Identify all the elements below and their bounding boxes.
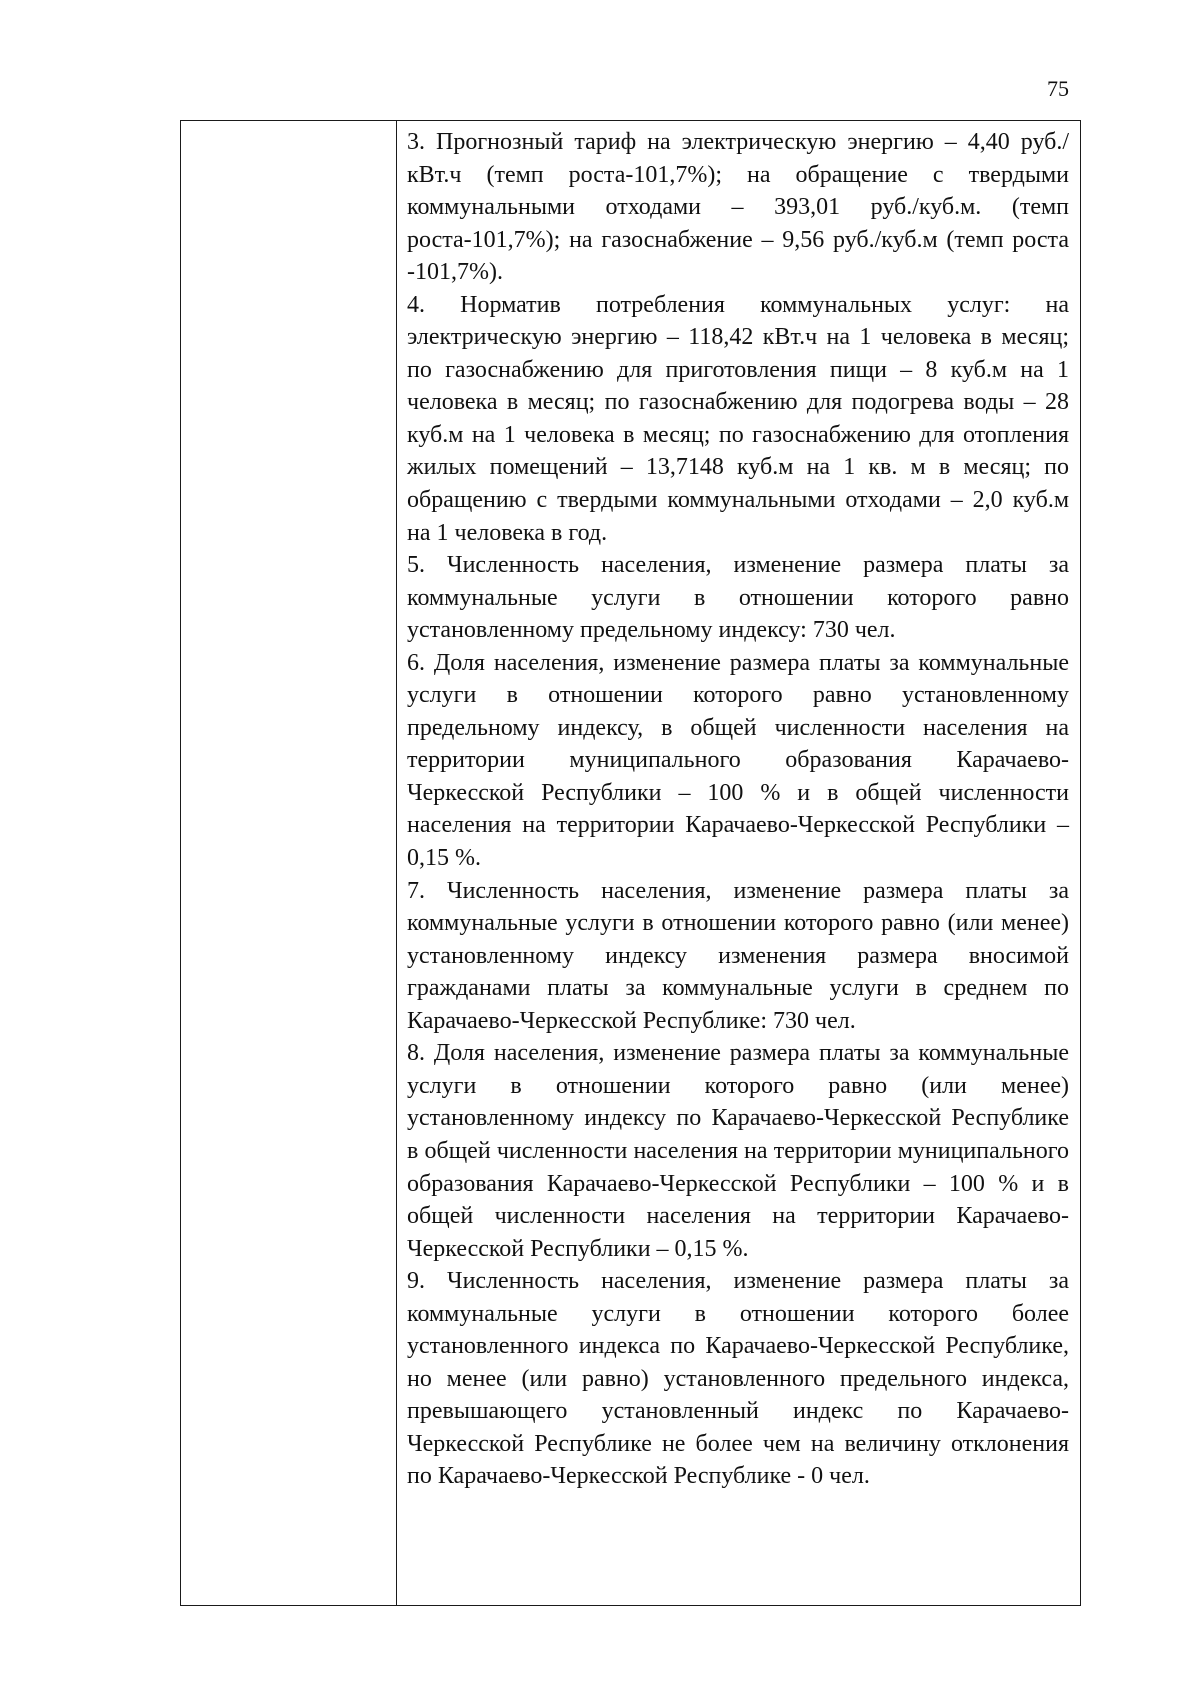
table-row — [181, 121, 1081, 1606]
indicators-text-block — [397, 121, 1080, 1493]
item-4-consumption-norms: 4. Норматив потребления коммунальных услуг: на электрическую энергию – 118,42 кВт.ч на 1 человека в месяц; по газоснабжению для приготовления пищи – 8 куб.м на 1 человека в месяц; по газоснабжению для подогрева воды – 28 куб.м на 1 человека в месяц; по газоснабжению для отопления жилых помещений – 13,7148 куб.м на 1 кв. м в месяц; по обращению с твердыми коммунальными отходами – 2,0 куб.м на 1 человека в год. — [407, 291, 1069, 546]
item-8-population-share-at-or-below-index: 8. Доля населения, изменение размера платы за коммунальные услуги в отношении которого равно (или менее) установленному индексу по Карачаево-Черкесской Республике в общей численности населения на территории муниципального образования Карачаево-Черкесской Республики – 100 % и в общей численности населения на территории Карачаево-Черкесской Республики – 0,15 %. — [407, 1040, 1069, 1262]
item-6-population-share-at-limit-index: 6. Доля населения, изменение размера платы за коммунальные услуги в отношении которого равно установленному предельному индексу, в общей численности населения на территории муниципального образования Карачаево-Черкесской Республики – 100 % и в общей численности населения на территории Карачаево-Черкесской Республики – 0,15 %. — [407, 649, 1069, 872]
item-9-population-above-index: 9. Численность населения, изменение размера платы за коммунальные услуги в отношении которого более установленного индекса по Карачаево-Черкесской Республике, но менее (или равно) установленного предельного индекса, превышающего установленный индекс по Карачаево-Черкесской Республике не более чем на величину отклонения по Карачаево-Черкесской Республике - 0 чел. — [407, 1268, 1069, 1490]
page-number: 75 — [1047, 76, 1069, 101]
item-5-population-at-limit-index: 5. Численность населения, изменение размера платы за коммунальные услуги в отношении которого равно установленному предельному индексу: 730 чел. — [407, 552, 1069, 644]
item-7-population-at-or-below-index: 7. Численность населения, изменение размера платы за коммунальные услуги в отношении которого равно (или менее) установленному индексу изменения размера вносимой гражданами платы за коммунальные услуги в среднем по Карачаево-Черкесской Республике: 730 чел. — [407, 877, 1069, 1034]
item-3-tariffs: 3. Прогнозный тариф на электрическую энергию – 4,40 руб./кВт.ч (темп роста-101,7%); на обращение с твердыми коммунальными отходами – 393,01 руб./куб.м. (темп роста-101,7%); на газоснабжение – 9,56 руб./куб.м (темп роста -101,7%). — [407, 129, 1069, 286]
document-table — [180, 120, 1081, 1606]
table-right-cell — [397, 121, 1081, 1606]
table-left-cell — [181, 121, 397, 1606]
